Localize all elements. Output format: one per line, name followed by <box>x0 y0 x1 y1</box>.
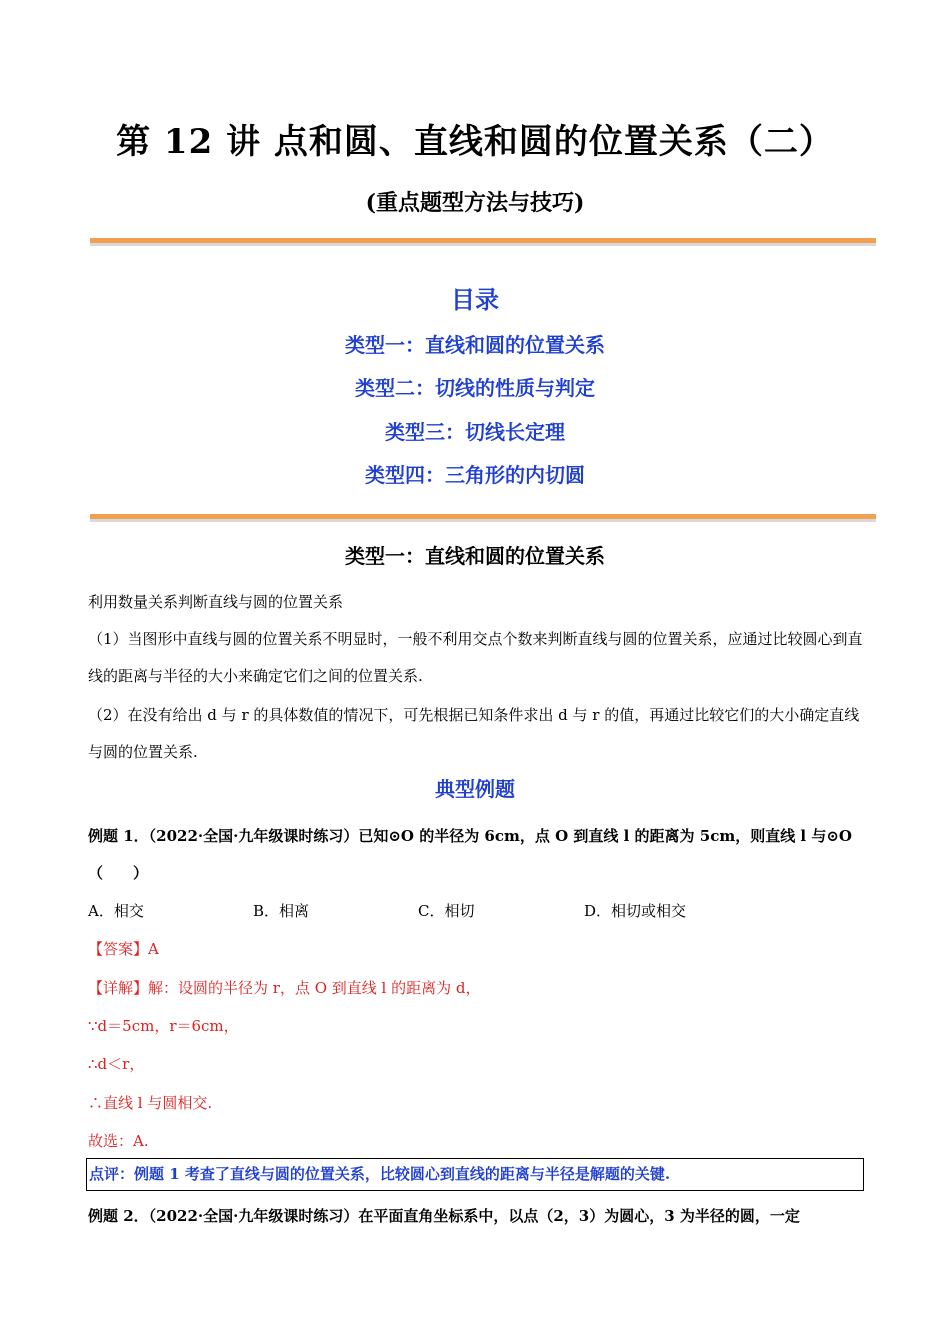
section-intro: 利用数量关系判断直线与圆的位置关系 <box>88 593 344 611</box>
detail-text: 解：设圆的半径为 r，点 O 到直线 l 的距离为 d， <box>148 979 481 997</box>
answer: 【答案】A <box>88 940 159 958</box>
page-subtitle: (重点题型方法与技巧) <box>365 190 585 216</box>
comment-text: 点评：例题 1 考查了直线与圆的位置关系，比较圆心到直线的距离与半径是解题的关键. <box>89 1165 671 1183</box>
detail <box>88 977 481 998</box>
page-title: 第 12 讲 点和圆、直线和圆的位置关系（二） <box>116 122 834 162</box>
toc-title: 目录 <box>451 285 499 314</box>
toc-item-3[interactable]: 类型三：切线长定理 <box>385 420 565 444</box>
option-d: D．相切或相交 <box>584 902 687 920</box>
option-a: A．相交 <box>88 902 144 920</box>
point-1: （1）当图形中直线与圆的位置关系不明显时，一般不利用交点个数来判断直线与圆的位置关系，应通过比较圆心到直线的距离与半径的大小来确定它们之间的位置关系. <box>88 630 863 685</box>
option-c: C．相切 <box>418 902 475 920</box>
step-2: ∴d＜r， <box>88 1055 145 1073</box>
point-2: （2）在没有给出 d 与 r 的具体数值的情况下，可先根据已知条件求出 d 与 r 的值，再通过比较它们的大小确定直线与圆的位置关系. <box>88 706 860 761</box>
example-2-question: 例题 2．（2022·全国·九年级课时练习）在平面直角坐标系中，以点（2，3）为圆心，3 为半径的圆，一定 <box>88 1207 800 1225</box>
section-heading: 类型一：直线和圆的位置关系 <box>345 544 605 568</box>
comment-box <box>86 1158 864 1191</box>
example-1-question: 例题 1．（2022·全国·九年级课时练习）已知⊙O 的半径为 6cm，点 O 到直线 l 的距离为 5cm，则直线 l 与⊙O（ ） <box>88 827 852 882</box>
divider-toc <box>90 514 876 519</box>
final-choice: 故选：A. <box>88 1132 149 1150</box>
detail-label: 【详解】 <box>88 979 149 997</box>
step-1: ∵d＝5cm，r＝6cm， <box>88 1017 239 1035</box>
toc-item-1[interactable]: 类型一：直线和圆的位置关系 <box>345 333 605 357</box>
examples-heading: 典型例题 <box>435 777 515 801</box>
toc-item-2[interactable]: 类型二：切线的性质与判定 <box>355 376 595 400</box>
step-3: ∴直线 l 与圆相交. <box>88 1094 213 1112</box>
divider-top <box>90 238 876 243</box>
toc-item-4[interactable]: 类型四：三角形的内切圆 <box>365 463 585 487</box>
option-b: B．相离 <box>253 902 310 920</box>
